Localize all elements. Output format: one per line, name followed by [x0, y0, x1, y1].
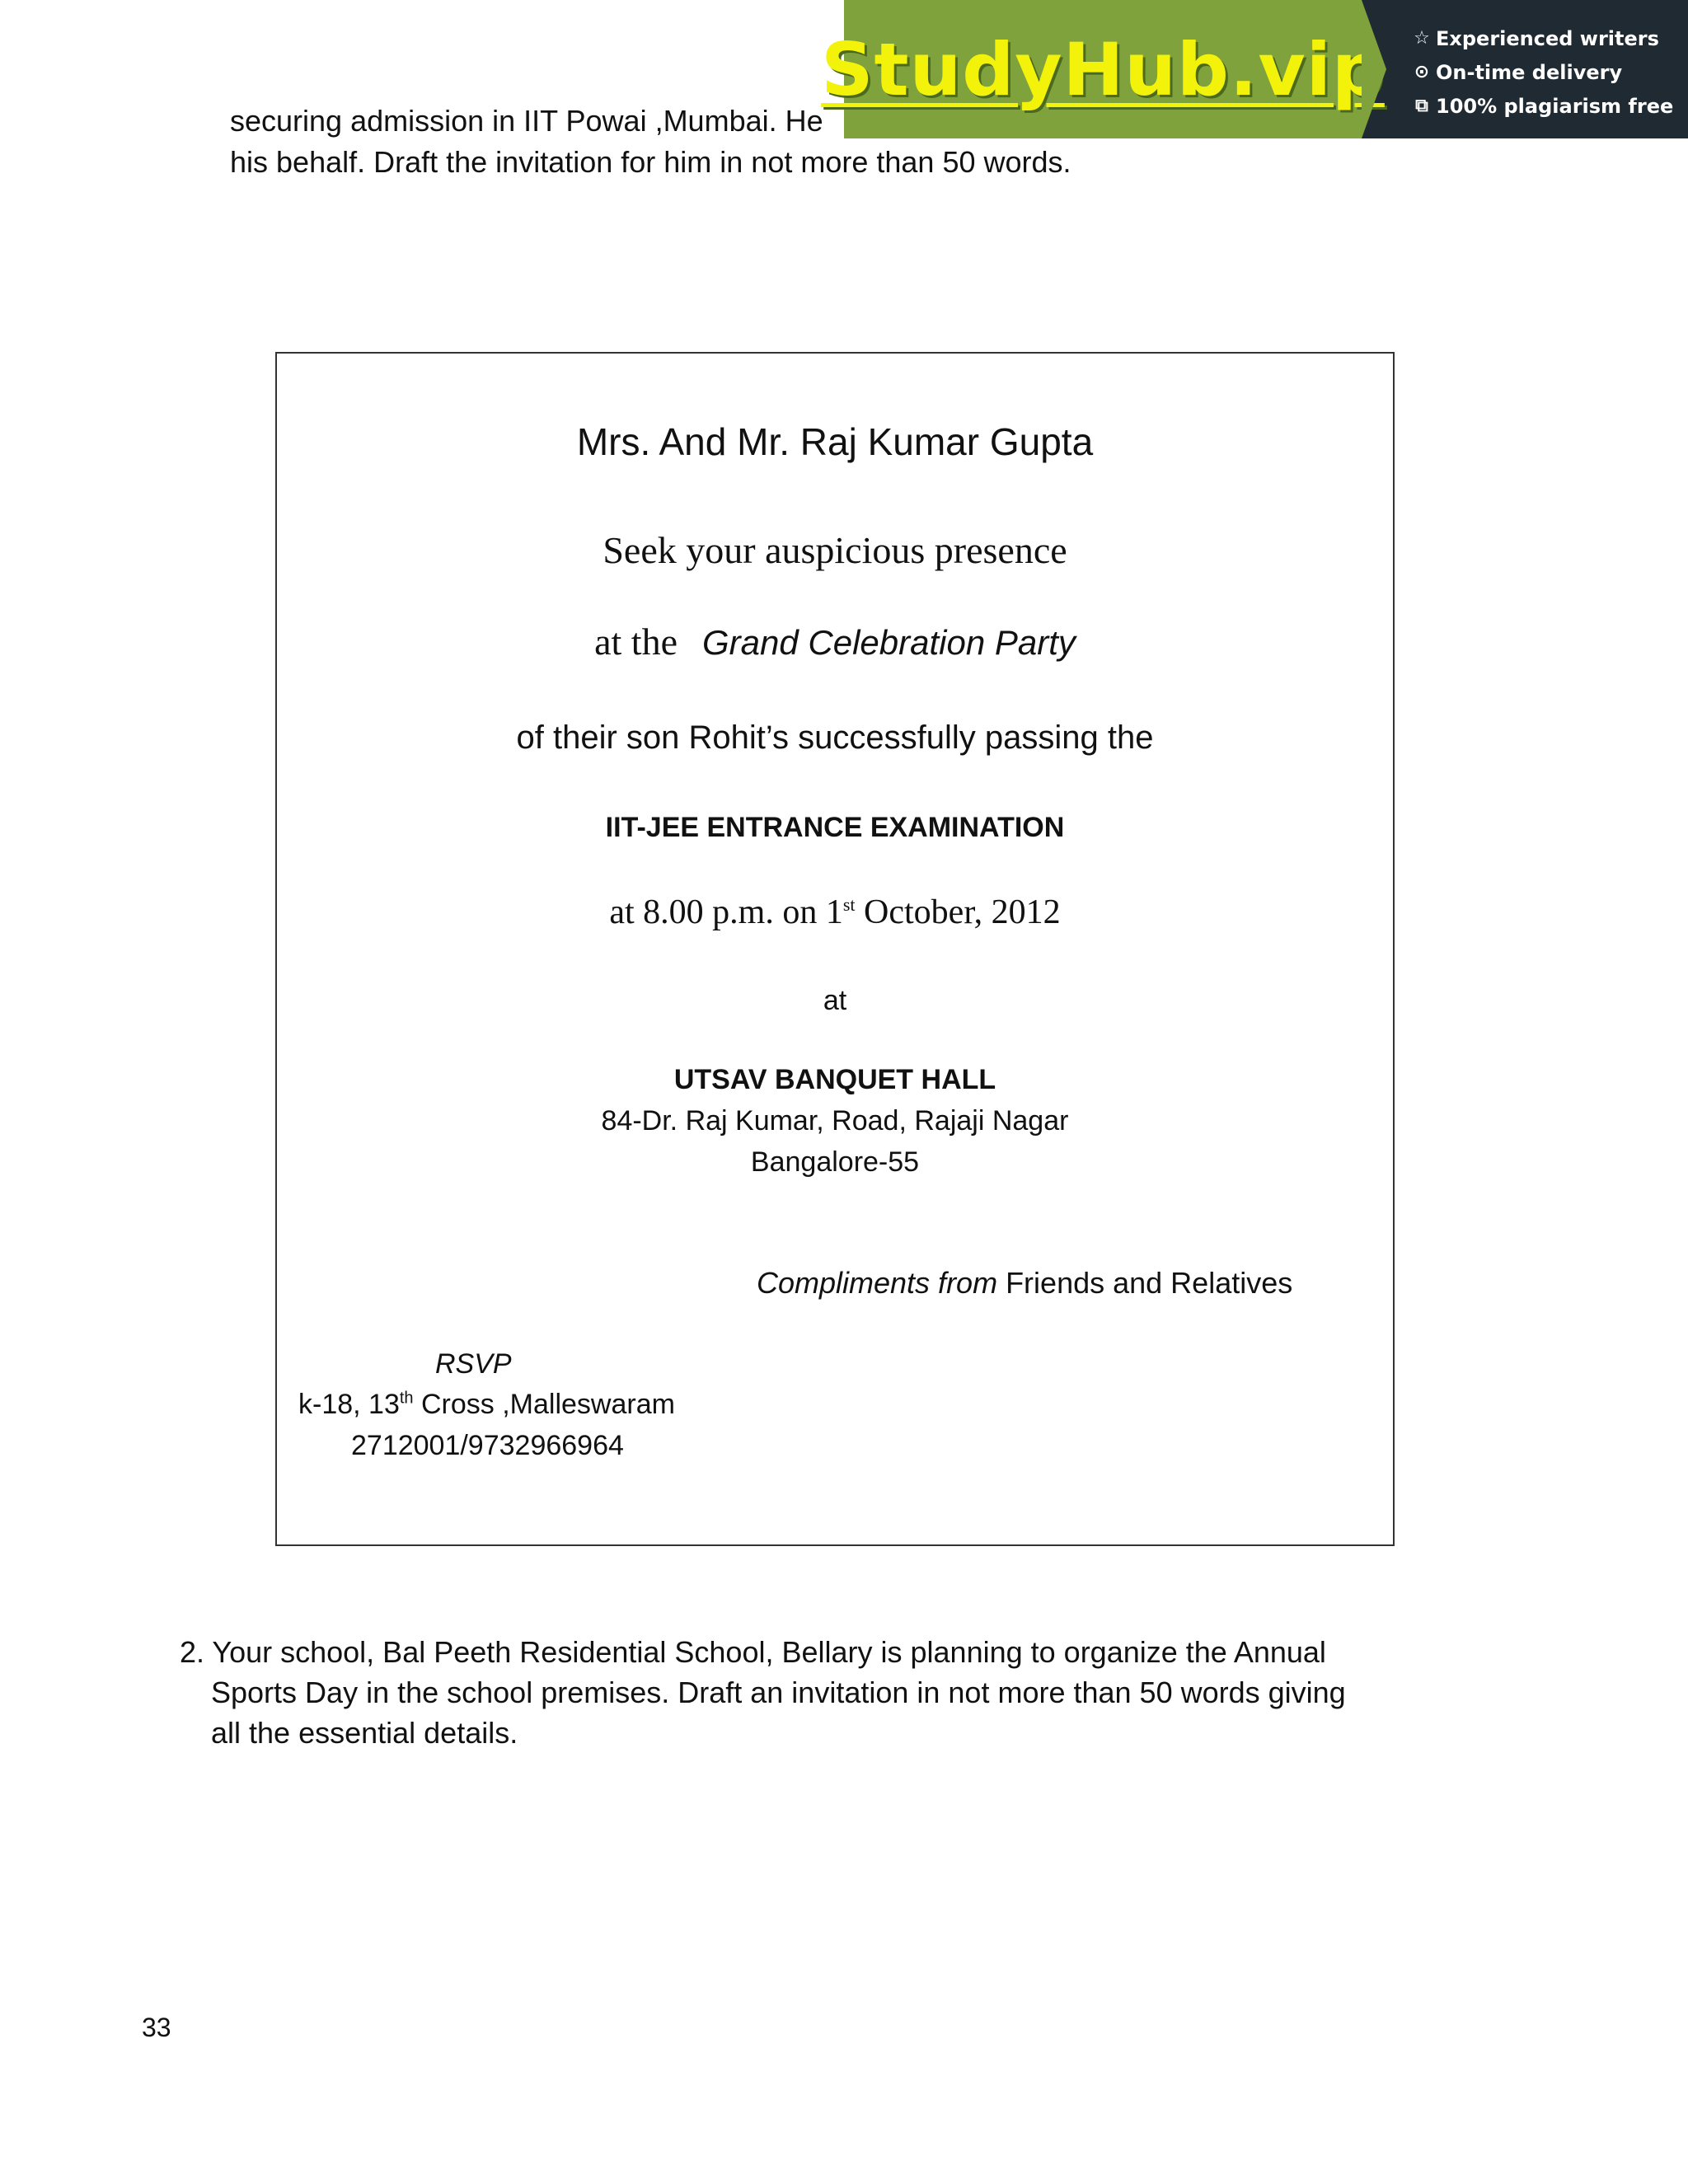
invitation-time [277, 893, 1393, 932]
feature-plagiarism-free [1411, 89, 1688, 123]
feature-label: On-time delivery [1436, 60, 1623, 84]
invitation-seek-presence: Seek your auspicious presence [603, 529, 1067, 571]
rsvp-address-sup: th [399, 1389, 414, 1408]
invitation-at: at [823, 985, 847, 1016]
rsvp-address [298, 1389, 675, 1421]
banner-brand-area[interactable] [821, 0, 1385, 138]
question-2-line-2: Sports Day in the school premises. Draft an invitation in not more than 50 words giving [211, 1675, 1346, 1709]
invitation-event-name: Grand Celebration Party [702, 623, 1076, 662]
invitation-compliments [757, 1266, 1292, 1301]
feature-experienced-writers [1411, 21, 1688, 55]
rsvp-label: RSVP [435, 1348, 512, 1380]
invitation-exam: IIT-JEE ENTRANCE EXAMINATION [605, 812, 1065, 843]
intro-line-1: securing admission in IIT Powai ,Mumbai. He [230, 104, 823, 138]
invitation-at-the: at the [594, 621, 678, 663]
question-2-line-1: 2. Your school, Bal Peeth Residential School, Bellary is planning to organize the Annual [180, 1635, 1326, 1669]
invitation-address-line-2: Bangalore-55 [750, 1146, 920, 1178]
feature-label: Experienced writers [1436, 26, 1659, 50]
studyhub-banner[interactable] [821, 0, 1688, 138]
invitation-time-suffix: October, 2012 [855, 893, 1061, 931]
feature-label: 100% plagiarism free [1436, 94, 1674, 118]
invitation-address-line-1: 84-Dr. Raj Kumar, Road, Rajaji Nagar [601, 1105, 1069, 1137]
question-2-line-3: all the essential details. [211, 1716, 518, 1750]
rsvp-address-suffix: Cross ,Malleswaram [413, 1389, 675, 1420]
rsvp-address-prefix: k-18, 13 [298, 1389, 400, 1420]
compliments-from: Compliments from [757, 1266, 998, 1300]
invitation-card [275, 352, 1395, 1546]
rsvp-phone: 2712001/9732966964 [351, 1430, 624, 1461]
page-number: 33 [142, 2013, 171, 2042]
star-icon: ☆ [1414, 28, 1430, 49]
intro-line-2: his behalf. Draft the invitation for him in not more than 50 words. [230, 145, 1071, 179]
invitation-time-prefix: at 8.00 p.m. on 1 [609, 893, 843, 931]
feature-on-time-delivery [1411, 55, 1688, 89]
clock-icon: ⊙ [1414, 62, 1430, 82]
invitation-time-sup: st [842, 894, 856, 915]
question-2 [180, 1632, 1346, 1753]
copy-icon: ⧉ [1415, 96, 1428, 116]
compliments-names: Friends and Relatives [997, 1266, 1293, 1300]
invitation-reason: of their son Rohit’s successfully passing the [516, 719, 1154, 756]
invitation-event-line [277, 619, 1393, 663]
brand-logo[interactable]: StudyHub.vip [821, 26, 1385, 112]
banner-features [1362, 0, 1688, 138]
invitation-hosts: Mrs. And Mr. Raj Kumar Gupta [576, 420, 1094, 463]
invitation-venue: UTSAV BANQUET HALL [673, 1064, 996, 1095]
